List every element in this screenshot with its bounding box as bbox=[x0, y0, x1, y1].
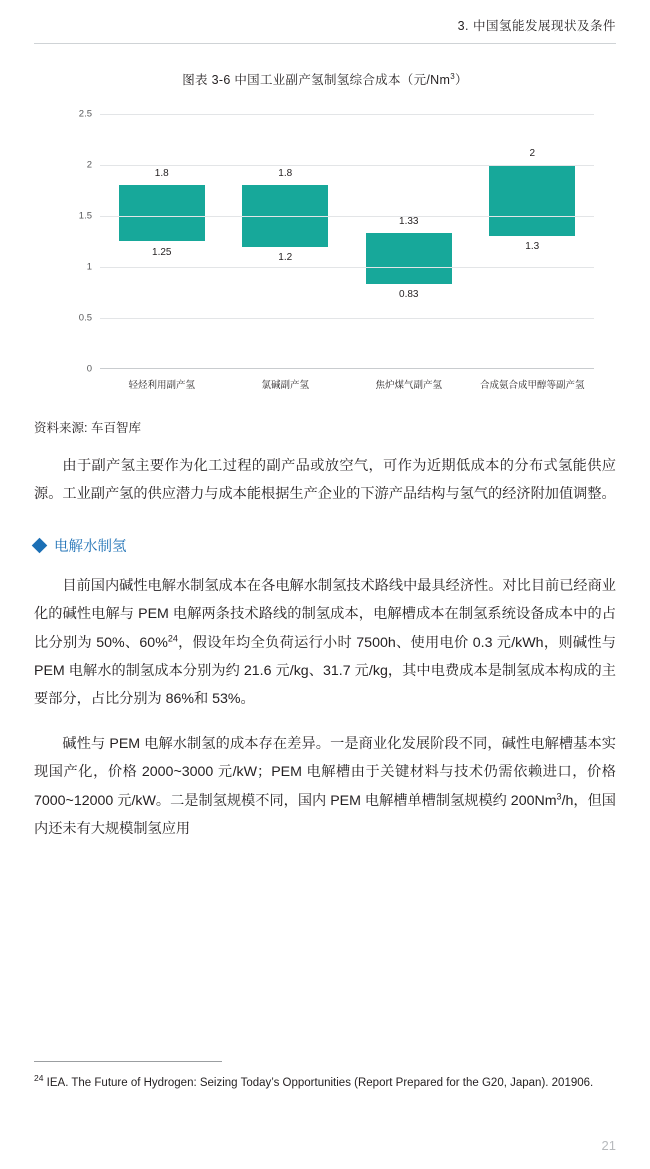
chart-bar-high-label: 2 bbox=[529, 148, 536, 159]
footnote-ref-24[interactable]: 24 bbox=[167, 632, 178, 643]
chart-bar-group bbox=[471, 114, 595, 369]
chart-bar-low-label: 1.25 bbox=[152, 246, 172, 258]
chart-gridline bbox=[100, 216, 594, 217]
paragraph-2-part1: 目前国内碱性电解水制氢成本在各电解水制氢技术路线中最具经济性。对比目前已经商业化的碱性电解与 PEM 电解两条技术路线的制氢成本，电解槽成本在制氢系统设备成本中的占比分别为 50%、60% bbox=[34, 577, 616, 651]
running-head: 3. 中国氢能发展现状及条件 bbox=[457, 19, 616, 33]
chart-gridline bbox=[100, 267, 594, 268]
paragraph-3-superscript: 3 bbox=[556, 790, 562, 801]
chart-bar-group bbox=[347, 114, 471, 369]
chart-bar-group bbox=[224, 114, 348, 369]
chart-y-tick-label: 2.5 bbox=[78, 108, 92, 120]
footnote-24 bbox=[34, 1071, 616, 1093]
chart-bar-low-label: 1.2 bbox=[278, 251, 293, 263]
chart-y-tick-label: 1 bbox=[86, 261, 92, 273]
page-footer bbox=[0, 1123, 650, 1169]
chart-bar bbox=[489, 165, 575, 236]
page-number: 21 bbox=[601, 1138, 616, 1153]
chart-gridline bbox=[100, 318, 594, 319]
figure-title-superscript: 3 bbox=[450, 71, 455, 81]
footnote-text: IEA. The Future of Hydrogen: Seizing Today’s Opportunities (Report Prepared for the G20, Japan). 201906. bbox=[43, 1076, 594, 1089]
chart-category-label: 焦炉煤气副产氢 bbox=[375, 380, 442, 391]
figure-source: 资料来源: 车百智库 bbox=[34, 421, 141, 435]
chart-y-tick-label: 2 bbox=[86, 159, 92, 171]
paragraph-3 bbox=[34, 730, 616, 844]
footnote-marker: 24 bbox=[34, 1073, 44, 1084]
figure-title bbox=[34, 70, 616, 88]
subheading-label: 电解水制氢 bbox=[54, 538, 127, 555]
header-divider bbox=[34, 43, 616, 44]
chart-category-label: 轻烃利用副产氢 bbox=[128, 380, 195, 391]
paragraph-2-part2: ，假设年均全负荷运行小时 7500h、使用电价 0.3 元/kWh，则碱性与 PEM 电解水的制氢成本分别为约 21.6 元/kg、31.7 元/kg，其中电费成本是制氢成本构成的主要部分，占比分别为 86%和 53%。 bbox=[34, 634, 616, 708]
chart-category-label: 氯碱副产氢 bbox=[261, 380, 309, 391]
chart-bar-high-label: 1.33 bbox=[399, 216, 419, 228]
chart-category-labels bbox=[100, 377, 594, 391]
figure-title-main: 图表 3-6 中国工业副产氢制氢综合成本（元/Nm bbox=[182, 73, 451, 87]
figure-title-tail: ） bbox=[454, 73, 468, 87]
chart-category-label: 合成氨合成甲醇等副产氢 bbox=[479, 380, 585, 391]
figure-3-6 bbox=[34, 70, 616, 396]
chart-plot-area bbox=[78, 108, 594, 375]
chart-bar-low-label: 1.3 bbox=[525, 241, 540, 253]
footnote-divider bbox=[34, 1061, 222, 1062]
paragraph-3-part2: /h，但国内还未有大规模制氢应用 bbox=[34, 792, 616, 838]
chart-bar bbox=[119, 185, 205, 241]
chart-gridline bbox=[100, 114, 594, 115]
diamond-bullet-icon bbox=[32, 538, 48, 554]
chart-y-tick-label: 0 bbox=[86, 363, 92, 375]
chart-bar-high-label: 1.8 bbox=[278, 168, 293, 180]
chart-x-axis bbox=[100, 368, 594, 369]
paragraph-3-part1: 碱性与 PEM 电解水制氢的成本存在差异。一是商业化发展阶段不同，碱性电解槽基本实现国产化，价格 2000~3000 元/kW；PEM 电解槽由于关键材料与技术仍需依赖进口，价格 7000~12000 元/kW。二是制氢规模不同，国内 PEM 电解槽单槽制氢规模约 200Nm bbox=[34, 735, 616, 809]
chart-bar-high-label: 1.8 bbox=[154, 168, 169, 180]
chart-bars bbox=[100, 114, 594, 369]
chart-bar-group bbox=[100, 114, 224, 369]
chart-y-tick-label: 1.5 bbox=[78, 210, 92, 222]
paragraph-1: 由于副产氢主要作为化工过程的副产品或放空气，可作为近期低成本的分布式氢能供应源。工业副产氢的供应潜力与成本能根据生产企业的下游产品结构与氢气的经济附加值调整。 bbox=[34, 458, 616, 503]
chart-y-tick-label: 0.5 bbox=[78, 312, 92, 324]
chart-bar-low-label: 0.83 bbox=[399, 289, 419, 301]
chart-gridline bbox=[100, 165, 594, 166]
bar-chart bbox=[48, 106, 602, 396]
paragraph-2 bbox=[34, 572, 616, 714]
subheading-electrolysis bbox=[34, 535, 616, 556]
footnote-block bbox=[34, 1061, 616, 1093]
chart-bar bbox=[366, 233, 452, 284]
